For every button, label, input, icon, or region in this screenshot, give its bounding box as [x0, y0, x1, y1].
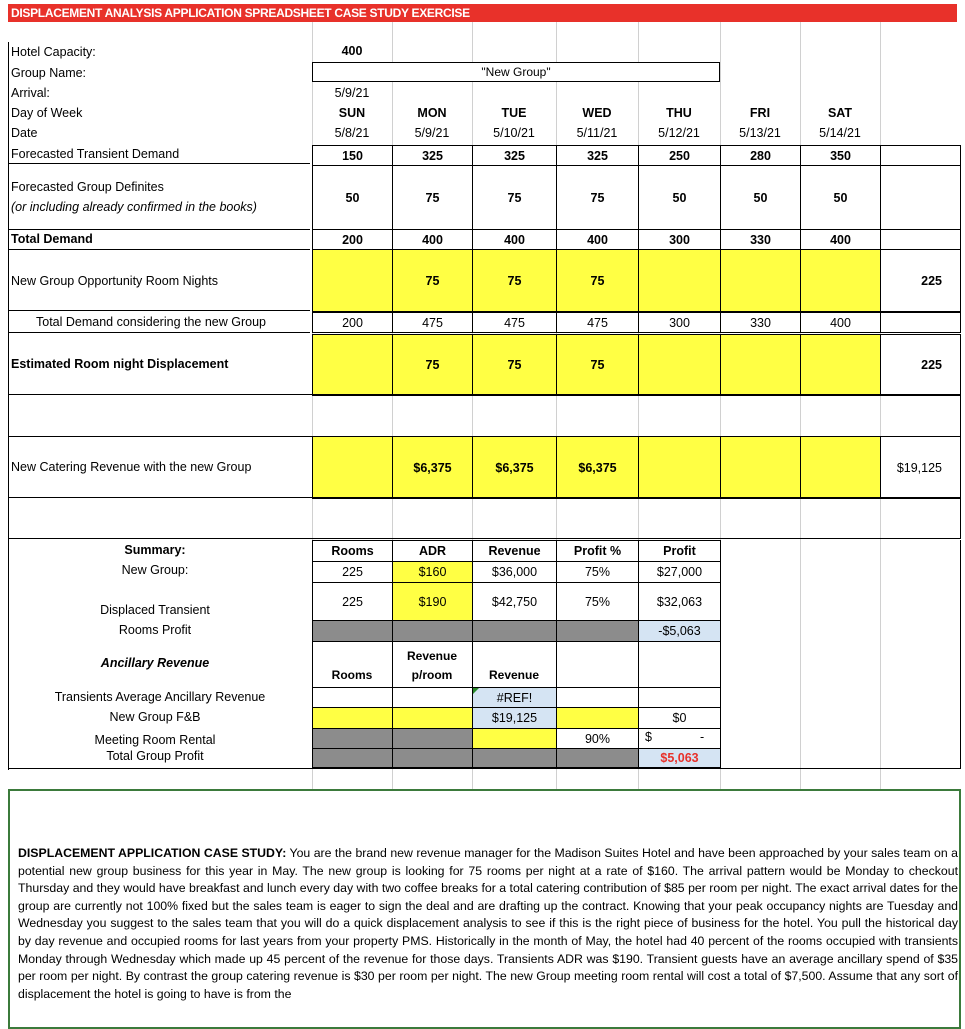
catering-revenue-cell-3[interactable]: $6,375: [556, 436, 639, 499]
group-definites-cell-3[interactable]: 75: [556, 165, 639, 230]
group-opportunity-cell-0[interactable]: [312, 249, 393, 312]
ta-rev-per-room[interactable]: [392, 687, 473, 708]
date-header-2: 5/10/21: [493, 126, 535, 140]
new-group-profit[interactable]: $27,000: [638, 561, 721, 583]
ancillary-blank-1[interactable]: [556, 641, 639, 688]
group-definites-cell-total[interactable]: [880, 165, 961, 230]
ancillary-header-rev-text-2: p/room: [411, 668, 453, 682]
group-definites-cell-1[interactable]: 75: [392, 165, 473, 230]
fb-revenue[interactable]: $19,125: [472, 707, 557, 729]
fb-profit-pct[interactable]: [556, 707, 639, 729]
total-with-group-cell-6[interactable]: 400: [800, 312, 881, 333]
catering-revenue-cell-5[interactable]: [720, 436, 801, 499]
total-group-profit-label: Total Group Profit: [106, 749, 204, 763]
case-study-paragraph: [18, 845, 958, 1003]
summary-displaced-transient-label: Displaced Transient: [100, 603, 210, 617]
displacement-cell-2[interactable]: 75: [472, 334, 557, 396]
displaced-adr[interactable]: $190: [392, 582, 473, 621]
tgp-gray-2[interactable]: [392, 748, 473, 768]
label-forecast-transient: Forecasted Transient Demand: [11, 147, 180, 161]
displaced-rooms[interactable]: 225: [312, 582, 393, 621]
mr-gray-1[interactable]: [312, 728, 393, 749]
label-forecast-group: Forecasted Group Definites: [11, 180, 164, 194]
ancillary-header-revenue-text: Revenue: [488, 668, 540, 682]
displacement-cell-0[interactable]: [312, 334, 393, 396]
date-header-0: 5/8/21: [334, 126, 370, 140]
group-fb-label: New Group F&B: [109, 710, 201, 724]
displacement-cell-3[interactable]: 75: [556, 334, 639, 396]
label-catering: New Catering Revenue with the new Group: [11, 460, 252, 474]
sheet-title-banner: DISPLACEMENT ANALYSIS APPLICATION SPREADSHEET CASE STUDY EXERCISE: [8, 4, 957, 22]
day-header-mon: MON: [417, 106, 447, 120]
summary-header-revenue[interactable]: Revenue: [472, 540, 557, 562]
mr-revenue[interactable]: [472, 728, 557, 749]
transient-demand-cell-5[interactable]: 280: [720, 145, 801, 166]
label-total-demand-with-group: Total Demand considering the new Group: [36, 315, 266, 329]
fb-profit[interactable]: $0: [638, 707, 721, 729]
date-header-4: 5/12/21: [658, 126, 700, 140]
total-with-group-cell-3[interactable]: 475: [556, 312, 639, 333]
group-definites-cell-0[interactable]: 50: [312, 165, 393, 230]
group-name-input[interactable]: "New Group": [312, 62, 720, 82]
group-definites-cell-5[interactable]: 50: [720, 165, 801, 230]
new-group-rooms[interactable]: 225: [312, 561, 393, 583]
catering-revenue-cell-total[interactable]: $19,125: [880, 436, 961, 499]
label-total-demand: Total Demand: [11, 232, 93, 246]
summary-rooms-profit-label: Rooms Profit: [118, 623, 192, 637]
summary-header-rooms[interactable]: Rooms: [312, 540, 393, 562]
meeting-room-label: Meeting Room Rental: [94, 733, 216, 747]
date-header-5: 5/13/21: [739, 126, 781, 140]
label-group-name: Group Name:: [11, 66, 87, 80]
day-header-sun: SUN: [338, 106, 366, 120]
label-displacement: Estimated Room night Displacement: [11, 357, 229, 371]
date-header-6: 5/14/21: [819, 126, 861, 140]
fb-rooms[interactable]: [312, 707, 393, 729]
total-demand-cell-3[interactable]: 400: [556, 229, 639, 250]
total-demand-cell-4[interactable]: 300: [638, 229, 721, 250]
day-header-thu: THU: [666, 106, 692, 120]
error-indicator-icon: [473, 688, 479, 694]
arrival-value[interactable]: 5/9/21: [334, 86, 370, 100]
mr-dollar: $: [645, 730, 652, 744]
day-header-sat: SAT: [827, 106, 853, 120]
displacement-cell-6[interactable]: [800, 334, 881, 396]
transient-demand-cell-6[interactable]: 350: [800, 145, 881, 166]
rooms-profit-gray-3[interactable]: [472, 620, 557, 642]
total-with-group-cell-2[interactable]: 475: [472, 312, 557, 333]
displacement-cell-4[interactable]: [638, 334, 721, 396]
displaced-revenue[interactable]: $42,750: [472, 582, 557, 621]
total-with-group-cell-4[interactable]: 300: [638, 312, 721, 333]
ancillary-header-rev-text-1: Revenue: [406, 649, 458, 663]
tgp-gray-4[interactable]: [556, 748, 639, 768]
label-forecast-group-sub: (or including already confirmed in the books): [11, 200, 257, 214]
ancillary-header-rooms-text: Rooms: [331, 668, 373, 682]
group-opportunity-cell-4[interactable]: [638, 249, 721, 312]
day-header-tue: TUE: [501, 106, 527, 120]
ta-rooms[interactable]: [312, 687, 393, 708]
displaced-profit-pct[interactable]: 75%: [556, 582, 639, 621]
label-date: Date: [11, 126, 38, 140]
new-group-revenue[interactable]: $36,000: [472, 561, 557, 583]
displacement-cell-5[interactable]: [720, 334, 801, 396]
displacement-cell-1[interactable]: 75: [392, 334, 473, 396]
summary-header-adr[interactable]: ADR: [392, 540, 473, 562]
summary-new-group-label: New Group:: [121, 563, 189, 577]
summary-label: Summary:: [124, 543, 186, 557]
group-opportunity-cell-1[interactable]: 75: [392, 249, 473, 312]
total-with-group-cell-0[interactable]: 200: [312, 312, 393, 333]
day-header-fri: FRI: [749, 106, 771, 120]
group-definites-cell-4[interactable]: 50: [638, 165, 721, 230]
total-with-group-cell-1[interactable]: 475: [392, 312, 473, 333]
group-opportunity-cell-3[interactable]: 75: [556, 249, 639, 312]
rooms-profit-gray-1[interactable]: [312, 620, 393, 642]
date-header-1: 5/9/21: [414, 126, 450, 140]
rooms-profit-gray-4[interactable]: [556, 620, 639, 642]
day-header-wed: WED: [582, 106, 612, 120]
total-group-profit-value[interactable]: $5,063: [638, 748, 721, 768]
date-header-3: 5/11/21: [576, 126, 618, 140]
transient-demand-cell-3[interactable]: 325: [556, 145, 639, 166]
group-definites-cell-2[interactable]: 75: [472, 165, 557, 230]
hotel-capacity-value[interactable]: 400: [341, 44, 363, 58]
catering-revenue-cell-2[interactable]: $6,375: [472, 436, 557, 499]
displaced-profit[interactable]: $32,063: [638, 582, 721, 621]
tgp-gray-3[interactable]: [472, 748, 557, 768]
ancillary-blank-2[interactable]: [638, 641, 721, 688]
rooms-profit-value[interactable]: -$5,063: [638, 620, 721, 642]
new-group-adr[interactable]: $160: [392, 561, 473, 583]
ancillary-revenue-label: Ancillary Revenue: [100, 656, 210, 670]
mr-gray-2[interactable]: [392, 728, 473, 749]
group-opportunity-cell-total[interactable]: 225: [880, 249, 961, 312]
mr-dash: -: [700, 730, 705, 744]
group-opportunity-cell-5[interactable]: [720, 249, 801, 312]
transient-demand-cell-4[interactable]: 250: [638, 145, 721, 166]
total-demand-cell-1[interactable]: 400: [392, 229, 473, 250]
rooms-profit-gray-2[interactable]: [392, 620, 473, 642]
label-arrival: Arrival:: [11, 86, 50, 100]
total-demand-cell-total[interactable]: [880, 229, 961, 250]
total-demand-cell-5[interactable]: 330: [720, 229, 801, 250]
case-study-body: You are the brand new revenue manager for the Madison Suites Hotel and have been approached by your sales team on a potential new group business for this year in May. The new group is looking for 75 rooms per night at a rate of $160. The arrival pattern would be Monday to checkout Thursday and they would have breakfast and lunch every day with two coffee breaks for a total catering contribution of $85 per room per night. The exact arrival dates for the group are currently not 100% fixed but the sales team is eager to sign the deal and are drafting up the contract. Knowing that your peak occupancy nights are Tuesday and Wednesday you suggest to the sales team that you will do a quick displacement analysis to see if this is the right piece of business for the hotel. You pull the historical day by day revenue and occupied rooms for last years from your property PMS. Historically in the month of May, the hotel had 40 percent of the rooms occupied with transients Monday through Wednesday which made up 45 percent of the revenue for those days. Transients ADR was $190. Transient guests have an average ancillary spend of $35 per room per night. By contrast the group catering revenue is $30 per room per night. The new Group meeting room rental will cost a total of $7,500. Assume that any sort of displacement the hotel is going to have is from the: [18, 846, 958, 1001]
transient-demand-cell-0[interactable]: 150: [312, 145, 393, 166]
ta-blank-1[interactable]: [556, 687, 639, 708]
group-definites-cell-6[interactable]: 50: [800, 165, 881, 230]
catering-revenue-cell-4[interactable]: [638, 436, 721, 499]
total-demand-cell-2[interactable]: 400: [472, 229, 557, 250]
mr-pct[interactable]: 90%: [556, 728, 639, 749]
label-day-of-week: Day of Week: [11, 106, 83, 120]
total-demand-cell-0[interactable]: 200: [312, 229, 393, 250]
case-study-heading: DISPLACEMENT APPLICATION CASE STUDY:: [18, 846, 287, 860]
catering-revenue-cell-1[interactable]: $6,375: [392, 436, 473, 499]
fb-rev-per-room[interactable]: [392, 707, 473, 729]
ta-revenue[interactable]: #REF!: [472, 687, 557, 708]
group-opportunity-cell-2[interactable]: 75: [472, 249, 557, 312]
transient-demand-cell-1[interactable]: 325: [392, 145, 473, 166]
catering-revenue-cell-6[interactable]: [800, 436, 881, 499]
ta-blank-2[interactable]: [638, 687, 721, 708]
total-with-group-cell-5[interactable]: 330: [720, 312, 801, 333]
label-new-group-opportunity: New Group Opportunity Room Nights: [11, 274, 219, 288]
summary-header-profit-pct[interactable]: Profit %: [556, 540, 639, 562]
transient-ancillary-label: Transients Average Ancillary Revenue: [54, 690, 266, 704]
new-group-profit-pct[interactable]: 75%: [556, 561, 639, 583]
catering-revenue-cell-0[interactable]: [312, 436, 393, 499]
summary-header-profit[interactable]: Profit: [638, 540, 721, 562]
displacement-cell-total[interactable]: 225: [880, 334, 961, 396]
total-with-group-cell-total[interactable]: [880, 312, 961, 333]
transient-demand-cell-total[interactable]: [880, 145, 961, 166]
transient-demand-cell-2[interactable]: 325: [472, 145, 557, 166]
label-hotel-capacity: Hotel Capacity:: [11, 45, 96, 59]
total-demand-cell-6[interactable]: 400: [800, 229, 881, 250]
tgp-gray-1[interactable]: [312, 748, 393, 768]
group-opportunity-cell-6[interactable]: [800, 249, 881, 312]
